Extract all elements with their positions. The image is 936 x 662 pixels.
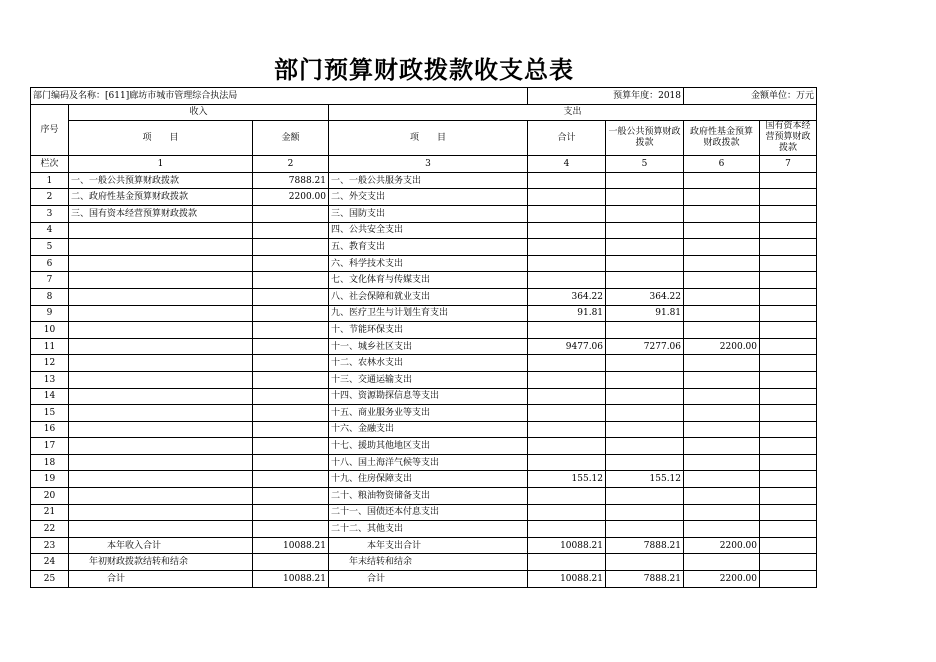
- gov-fund-amount: 2200.00: [684, 537, 760, 554]
- budget-year: 预算年度：2018: [528, 88, 684, 105]
- expense-item: 十一、城乡社区支出: [329, 338, 528, 355]
- gen-budget-amount: [606, 438, 684, 455]
- income-amount: [253, 355, 329, 372]
- expense-item: 二十二、其他支出: [329, 521, 528, 538]
- page-title: 部门预算财政拨款收支总表: [274, 56, 574, 84]
- table-row: [31, 172, 817, 189]
- income-amount: [253, 554, 329, 571]
- income-amount: 7888.21: [253, 172, 329, 189]
- gov-fund-amount: [684, 322, 760, 339]
- income-amount: [253, 222, 329, 239]
- gen-budget-amount: [606, 205, 684, 222]
- income-item: [69, 239, 253, 256]
- income-item: [69, 355, 253, 372]
- income-item: [69, 272, 253, 289]
- income-amount: [253, 338, 329, 355]
- gov-fund-amount: [684, 205, 760, 222]
- income-amount: [253, 405, 329, 422]
- total-amount: [528, 504, 606, 521]
- expense-item: 八、社会保障和就业支出: [329, 288, 528, 305]
- gen-budget-amount: 364.22: [606, 288, 684, 305]
- state-capital-amount: [760, 355, 817, 372]
- income-item: [69, 371, 253, 388]
- row-number: 6: [31, 255, 69, 272]
- gov-fund-amount: [684, 305, 760, 322]
- income-amount: [253, 371, 329, 388]
- column-number-row: [31, 156, 817, 173]
- col-no: 2: [253, 156, 329, 173]
- col-no: 5: [606, 156, 684, 173]
- state-capital-amount: [760, 255, 817, 272]
- row-number: 10: [31, 322, 69, 339]
- income-item-header: 项 目: [69, 121, 253, 156]
- gov-fund-amount: [684, 189, 760, 206]
- row-number: 24: [31, 554, 69, 571]
- table-row: [31, 471, 817, 488]
- income-amount: [253, 205, 329, 222]
- income-amount: 10088.21: [253, 537, 329, 554]
- gen-budget-amount: [606, 454, 684, 471]
- gov-fund-amount: [684, 239, 760, 256]
- table-row: [31, 205, 817, 222]
- state-capital-amount: [760, 504, 817, 521]
- income-amount: [253, 388, 329, 405]
- state-capital-amount: [760, 421, 817, 438]
- expense-item: 本年支出合计: [329, 537, 528, 554]
- gen-budget-amount: [606, 172, 684, 189]
- table-row: [31, 189, 817, 206]
- income-header: 收入: [69, 104, 329, 121]
- gov-fund-amount: [684, 521, 760, 538]
- col-no: 4: [528, 156, 606, 173]
- income-item: [69, 222, 253, 239]
- gov-fund-amount: [684, 454, 760, 471]
- expense-item: 二、外交支出: [329, 189, 528, 206]
- total-amount: [528, 172, 606, 189]
- table-row: [31, 272, 817, 289]
- row-number: 12: [31, 355, 69, 372]
- total-amount: 364.22: [528, 288, 606, 305]
- income-amount: 2200.00: [253, 189, 329, 206]
- total-amount: [528, 554, 606, 571]
- table-row: [31, 537, 817, 554]
- row-number: 25: [31, 571, 69, 588]
- state-capital-amount: [760, 239, 817, 256]
- state-capital-amount: [760, 571, 817, 588]
- total-amount: [528, 272, 606, 289]
- state-capital-amount: [760, 405, 817, 422]
- row-number: 14: [31, 388, 69, 405]
- gen-budget-amount: [606, 322, 684, 339]
- expense-item: 十、节能环保支出: [329, 322, 528, 339]
- row-number: 9: [31, 305, 69, 322]
- state-capital-amount: [760, 322, 817, 339]
- state-capital-amount: [760, 222, 817, 239]
- gov-fund-amount: 2200.00: [684, 571, 760, 588]
- col-no: 1: [69, 156, 253, 173]
- income-item: 本年收入合计: [69, 537, 253, 554]
- gen-budget-amount: 91.81: [606, 305, 684, 322]
- table-row: [31, 438, 817, 455]
- amount-unit: 金额单位：万元: [684, 88, 817, 105]
- row-number: 15: [31, 405, 69, 422]
- row-number: 4: [31, 222, 69, 239]
- gov-fund-amount: [684, 438, 760, 455]
- income-amount: [253, 421, 329, 438]
- income-item: [69, 388, 253, 405]
- expense-item: 合计: [329, 571, 528, 588]
- gov-fund-amount: [684, 471, 760, 488]
- state-capital-amount: [760, 205, 817, 222]
- gov-fund-amount: [684, 554, 760, 571]
- income-item: [69, 405, 253, 422]
- budget-table: [30, 87, 817, 588]
- state-capital-amount: [760, 305, 817, 322]
- col-no: 7: [760, 156, 817, 173]
- gen-budget-amount: 155.12: [606, 471, 684, 488]
- table-row: [31, 554, 817, 571]
- total-amount: 10088.21: [528, 571, 606, 588]
- expense-item: 七、文化体育与传媒支出: [329, 272, 528, 289]
- income-item: 一、一般公共预算财政拨款: [69, 172, 253, 189]
- row-number: 17: [31, 438, 69, 455]
- expense-item: 九、医疗卫生与计划生育支出: [329, 305, 528, 322]
- state-capital-amount: [760, 471, 817, 488]
- income-amount: [253, 488, 329, 505]
- gen-budget-amount: [606, 222, 684, 239]
- gen-budget-amount: [606, 405, 684, 422]
- gov-fund-header: 政府性基金预算财政拨款: [684, 121, 760, 156]
- table-row: [31, 371, 817, 388]
- row-number: 13: [31, 371, 69, 388]
- gen-budget-amount: [606, 239, 684, 256]
- table-row: [31, 388, 817, 405]
- total-amount: 9477.06: [528, 338, 606, 355]
- income-amount: 10088.21: [253, 571, 329, 588]
- gen-budget-header: 一般公共预算财政拨款: [606, 121, 684, 156]
- state-capital-amount: [760, 371, 817, 388]
- income-amount: [253, 239, 329, 256]
- state-capital-amount: [760, 388, 817, 405]
- col-no-label: 栏次: [31, 156, 69, 173]
- total-amount: [528, 255, 606, 272]
- income-item: [69, 421, 253, 438]
- state-capital-amount: [760, 288, 817, 305]
- dept-name: 部门编码及名称：[611]廊坊市城市管理综合执法局: [31, 88, 528, 105]
- gov-fund-amount: [684, 255, 760, 272]
- income-item: [69, 288, 253, 305]
- income-item: [69, 322, 253, 339]
- expense-item: 四、公共安全支出: [329, 222, 528, 239]
- expense-header: 支出: [329, 104, 817, 121]
- gen-budget-amount: 7277.06: [606, 338, 684, 355]
- total-amount: [528, 521, 606, 538]
- income-item: [69, 255, 253, 272]
- row-number: 21: [31, 504, 69, 521]
- gov-fund-amount: [684, 355, 760, 372]
- total-amount: 91.81: [528, 305, 606, 322]
- col-no: 6: [684, 156, 760, 173]
- total-amount: [528, 405, 606, 422]
- gen-budget-amount: [606, 488, 684, 505]
- gen-budget-amount: [606, 371, 684, 388]
- header-row-1: [31, 104, 817, 121]
- total-amount: [528, 355, 606, 372]
- gov-fund-amount: [684, 371, 760, 388]
- gov-fund-amount: 2200.00: [684, 338, 760, 355]
- row-number: 3: [31, 205, 69, 222]
- expense-item: 三、国防支出: [329, 205, 528, 222]
- col-no: 3: [329, 156, 528, 173]
- row-number: 16: [31, 421, 69, 438]
- expense-item: 十五、商业服务业等支出: [329, 405, 528, 422]
- state-capital-amount: [760, 272, 817, 289]
- gov-fund-amount: [684, 488, 760, 505]
- total-amount: [528, 322, 606, 339]
- gen-budget-amount: [606, 521, 684, 538]
- row-number: 8: [31, 288, 69, 305]
- expense-item: 十六、金融支出: [329, 421, 528, 438]
- income-amount: [253, 255, 329, 272]
- expense-item-header: 项 目: [329, 121, 528, 156]
- expense-item: 十九、住房保障支出: [329, 471, 528, 488]
- table-row: [31, 288, 817, 305]
- total-amount: [528, 388, 606, 405]
- table-row: [31, 239, 817, 256]
- total-amount: [528, 488, 606, 505]
- table-row: [31, 454, 817, 471]
- income-item: [69, 521, 253, 538]
- total-amount: [528, 454, 606, 471]
- state-capital-header: 国有资本经营预算财政拨款: [760, 121, 817, 156]
- row-number: 19: [31, 471, 69, 488]
- expense-item: 十八、国土海洋气候等支出: [329, 454, 528, 471]
- state-capital-amount: [760, 537, 817, 554]
- total-amount: [528, 438, 606, 455]
- row-number: 18: [31, 454, 69, 471]
- expense-item: 年末结转和结余: [329, 554, 528, 571]
- gov-fund-amount: [684, 388, 760, 405]
- income-amount: [253, 504, 329, 521]
- total-amount: [528, 421, 606, 438]
- total-amount: [528, 189, 606, 206]
- expense-item: 十三、交通运输支出: [329, 371, 528, 388]
- gov-fund-amount: [684, 172, 760, 189]
- income-amount: [253, 454, 329, 471]
- table-row: [31, 305, 817, 322]
- table-row: [31, 571, 817, 588]
- state-capital-amount: [760, 338, 817, 355]
- income-item: [69, 454, 253, 471]
- expense-item: 十七、援助其他地区支出: [329, 438, 528, 455]
- expense-item: 十四、资源勘探信息等支出: [329, 388, 528, 405]
- gen-budget-amount: [606, 189, 684, 206]
- income-amount: [253, 438, 329, 455]
- gen-budget-amount: [606, 355, 684, 372]
- income-amount: [253, 288, 329, 305]
- income-item: [69, 504, 253, 521]
- total-amount: 10088.21: [528, 537, 606, 554]
- income-amount: [253, 521, 329, 538]
- income-item: 三、国有资本经营预算财政拨款: [69, 205, 253, 222]
- table-row: [31, 405, 817, 422]
- expense-item: 五、教育支出: [329, 239, 528, 256]
- income-item: 二、政府性基金预算财政拨款: [69, 189, 253, 206]
- info-row: [31, 88, 817, 105]
- expense-item: 一、一般公共服务支出: [329, 172, 528, 189]
- state-capital-amount: [760, 488, 817, 505]
- gen-budget-amount: [606, 388, 684, 405]
- state-capital-amount: [760, 521, 817, 538]
- expense-item: 二十、粮油物资储备支出: [329, 488, 528, 505]
- total-amount: [528, 205, 606, 222]
- income-amount: [253, 322, 329, 339]
- gov-fund-amount: [684, 272, 760, 289]
- gen-budget-amount: [606, 255, 684, 272]
- income-amount: [253, 471, 329, 488]
- gen-budget-amount: [606, 504, 684, 521]
- total-amount: 155.12: [528, 471, 606, 488]
- state-capital-amount: [760, 438, 817, 455]
- amount-header: 金额: [253, 121, 329, 156]
- income-item: [69, 488, 253, 505]
- gov-fund-amount: [684, 288, 760, 305]
- table-row: [31, 521, 817, 538]
- table-row: [31, 255, 817, 272]
- seq-header: 序号: [31, 104, 69, 156]
- income-item: 合计: [69, 571, 253, 588]
- income-item: 年初财政拨款结转和结余: [69, 554, 253, 571]
- income-item: [69, 438, 253, 455]
- total-amount: [528, 371, 606, 388]
- table-row: [31, 322, 817, 339]
- row-number: 5: [31, 239, 69, 256]
- state-capital-amount: [760, 554, 817, 571]
- income-amount: [253, 272, 329, 289]
- expense-item: 二十一、国债还本付息支出: [329, 504, 528, 521]
- gen-budget-amount: 7888.21: [606, 571, 684, 588]
- expense-item: 十二、农林水支出: [329, 355, 528, 372]
- gov-fund-amount: [684, 504, 760, 521]
- gen-budget-amount: [606, 272, 684, 289]
- row-number: 20: [31, 488, 69, 505]
- income-item: [69, 471, 253, 488]
- table-row: [31, 488, 817, 505]
- state-capital-amount: [760, 172, 817, 189]
- header-row-2: [31, 121, 817, 156]
- row-number: 2: [31, 189, 69, 206]
- row-number: 22: [31, 521, 69, 538]
- table-row: [31, 222, 817, 239]
- state-capital-amount: [760, 189, 817, 206]
- gov-fund-amount: [684, 421, 760, 438]
- income-item: [69, 305, 253, 322]
- gen-budget-amount: [606, 554, 684, 571]
- row-number: 11: [31, 338, 69, 355]
- table-row: [31, 355, 817, 372]
- total-amount: [528, 222, 606, 239]
- row-number: 23: [31, 537, 69, 554]
- income-amount: [253, 305, 329, 322]
- total-amount: [528, 239, 606, 256]
- gen-budget-amount: [606, 421, 684, 438]
- row-number: 1: [31, 172, 69, 189]
- row-number: 7: [31, 272, 69, 289]
- table-row: [31, 421, 817, 438]
- expense-item: 六、科学技术支出: [329, 255, 528, 272]
- income-item: [69, 338, 253, 355]
- gov-fund-amount: [684, 222, 760, 239]
- state-capital-amount: [760, 454, 817, 471]
- table-row: [31, 504, 817, 521]
- gov-fund-amount: [684, 405, 760, 422]
- table-row: [31, 338, 817, 355]
- total-header: 合计: [528, 121, 606, 156]
- gen-budget-amount: 7888.21: [606, 537, 684, 554]
